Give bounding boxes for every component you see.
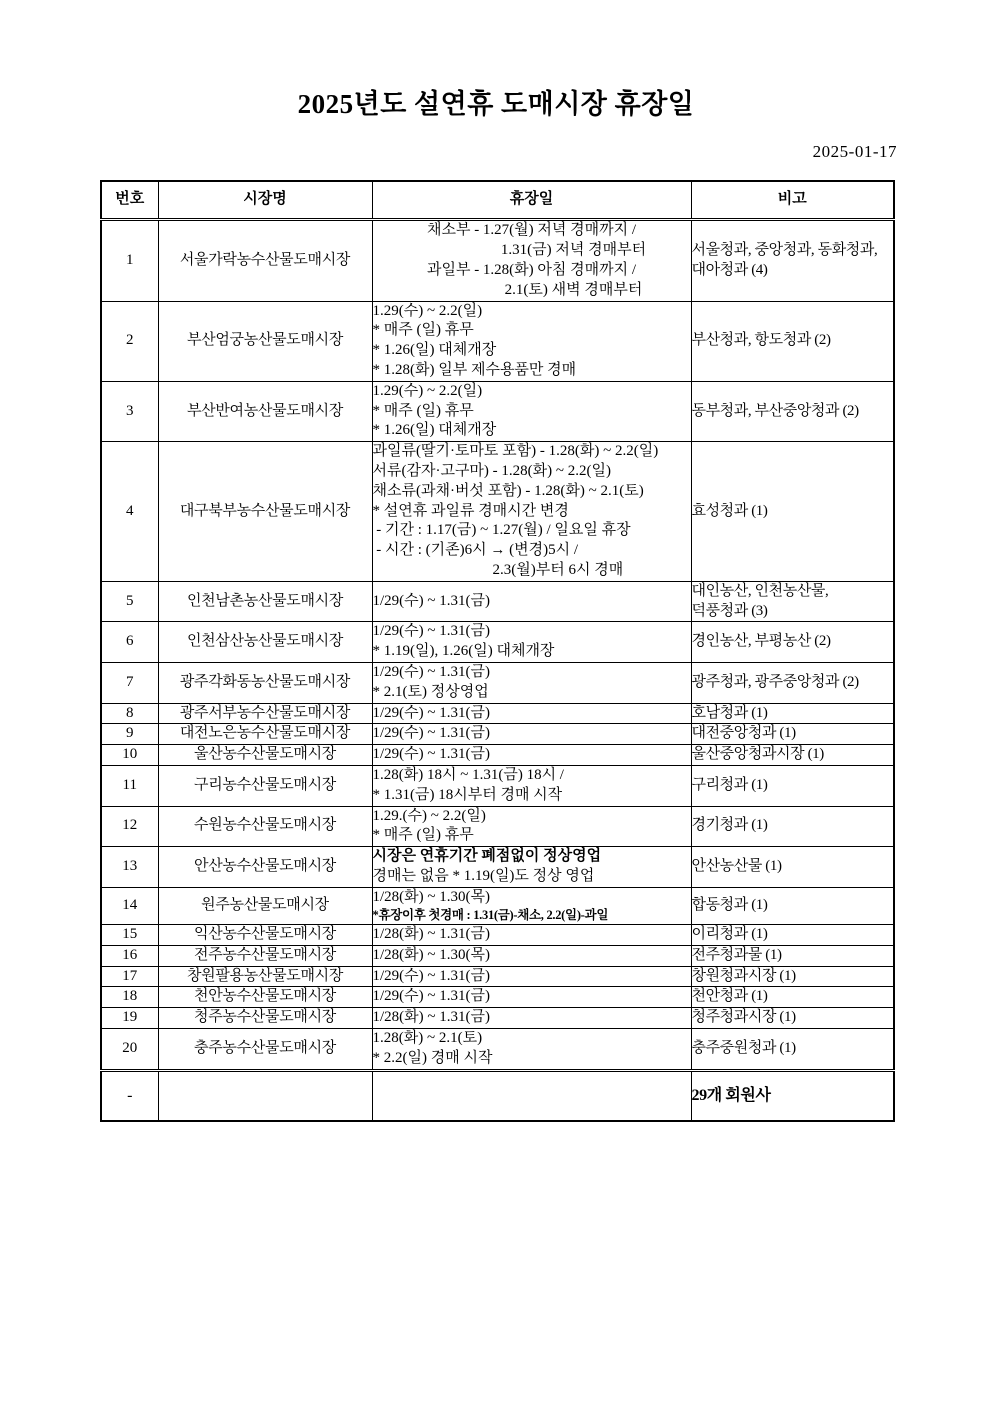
cell-holiday-dates [372,724,691,745]
cell-holiday-dates [372,581,691,622]
holiday-date-line: 1.28(화) ~ 2.1(토) [372,1029,483,1046]
holiday-date-line: 1.28(화) 18시 ~ 1.31(금) 18시 / [372,766,564,783]
table-total-row [101,1070,894,1121]
cell-note [691,622,894,663]
holiday-date-line: 과일류(딸기·토마토 포함) - 1.28(화) ~ 2.2(일) [372,443,659,460]
cell-holiday-dates [372,987,691,1008]
table-row [101,220,894,301]
cell-row-number: 10 [101,745,158,766]
note-line: 대인농산, 인천농산물, [691,582,829,599]
cell-holiday-dates [372,847,691,888]
holiday-date-line: * 매주 (일) 휴무 [372,402,474,419]
holiday-date-line: * 2.1(토) 정상영업 [372,683,489,700]
note-line: 충주중원청과 (1) [691,1039,796,1056]
table-row [101,1008,894,1029]
cell-row-number: 18 [101,987,158,1008]
note-line: 효성청과 (1) [691,502,768,519]
cell-holiday-dates [372,765,691,806]
cell-market-name: 대구북부농수산물도매시장 [158,442,372,582]
cell-market-name: 천안농수산물도매시장 [158,987,372,1008]
holiday-date-line: *휴장이후 첫경매 : 1.31(금)-채소, 2.2(일)-과일 [372,908,609,923]
cell-holiday-dates [372,745,691,766]
table-row [101,622,894,663]
holiday-date-line: * 1.28(화) 일부 제수용품만 경매 [372,361,577,378]
cell-note [691,987,894,1008]
holiday-date-line: 시장은 연휴기간 폐점없이 정상영업 [372,848,602,865]
cell-note [691,924,894,945]
cell-note [691,301,894,381]
cell-market-name: 수원농수산물도매시장 [158,806,372,847]
note-line: 울산중앙청과시장 (1) [691,746,824,763]
cell-note [691,220,894,301]
holiday-date-line: 경매는 없음 * 1.19(일)도 정상 영업 [372,867,595,884]
cell-market-name: 부산엄궁농산물도매시장 [158,301,372,381]
cell-market-name: 원주농산물도매시장 [158,887,372,924]
cell-holiday-dates [372,442,691,582]
holiday-date-line: 1/28(화) ~ 1.30(목) [372,888,490,905]
cell-total-holiday-dates [372,1070,691,1121]
table-row [101,301,894,381]
cell-row-number: 13 [101,847,158,888]
cell-row-number: 3 [101,381,158,441]
holiday-schedule-table [100,180,895,1121]
cell-holiday-dates [372,1028,691,1070]
table-row [101,806,894,847]
note-line: 동부청과, 부산중앙청과 (2) [691,402,859,419]
cell-holiday-dates [372,662,691,703]
cell-row-number: 19 [101,1008,158,1029]
table-row [101,966,894,987]
holiday-date-line: 1.29(수) ~ 2.2(일) [372,302,483,319]
note-line: 대전중앙청과 (1) [691,725,796,742]
cell-market-name: 안산농수산물도매시장 [158,847,372,888]
holiday-date-line: 채소류(과채·버섯 포함) - 1.28(화) ~ 2.1(토) [372,482,644,499]
note-line: 경인농산, 부평농산 (2) [691,633,831,650]
note-line: 전주청과물 (1) [691,946,782,963]
cell-row-number: 11 [101,765,158,806]
holiday-date-line: 1/29(수) ~ 1.31(금) [372,746,490,763]
cell-note [691,724,894,745]
cell-total-row-number: - [101,1070,158,1121]
note-line: 서울청과, 중앙청과, 동화청과, [691,242,878,259]
cell-note [691,966,894,987]
note-line: 대아청과 (4) [691,261,768,278]
cell-market-name: 대전노은농수산물도매시장 [158,724,372,745]
cell-note [691,945,894,966]
cell-market-name: 부산반여농산물도매시장 [158,381,372,441]
cell-row-number: 4 [101,442,158,582]
cell-row-number: 6 [101,622,158,663]
cell-total-note: 29개 회원사 [691,1070,894,1121]
table-row [101,381,894,441]
table-row [101,887,894,924]
cell-market-name: 충주농수산물도매시장 [158,1028,372,1070]
cell-row-number: 14 [101,887,158,924]
table-row [101,581,894,622]
note-line: 안산농산물 (1) [691,857,782,874]
table-row [101,745,894,766]
cell-row-number: 16 [101,945,158,966]
holiday-date-line: * 매주 (일) 휴무 [372,322,474,339]
note-line: 청주청과시장 (1) [691,1009,796,1026]
table-row [101,945,894,966]
holiday-date-line: * 1.19(일), 1.26(일) 대체개장 [372,643,555,660]
holiday-date-line: * 설연휴 과일류 경매시간 변경 [372,502,569,519]
holiday-date-line: 1/29(수) ~ 1.31(금) [372,988,490,1005]
cell-market-name: 울산농수산물도매시장 [158,745,372,766]
table-row [101,703,894,724]
cell-note [691,703,894,724]
cell-holiday-dates [372,703,691,724]
cell-holiday-dates [372,220,691,301]
cell-market-name: 광주서부농수산물도매시장 [158,703,372,724]
cell-holiday-dates [372,924,691,945]
cell-note [691,765,894,806]
holiday-date-line: 1/28(화) ~ 1.31(금) [372,1009,490,1026]
holiday-date-line: 1.31(금) 저녁 경매부터 [500,242,647,259]
column-header-holiday: 휴장일 [372,181,691,220]
cell-note [691,1028,894,1070]
holiday-date-line: * 1.31(금) 18시부터 경매 시작 [372,786,563,803]
holiday-date-line: 1/29(수) ~ 1.31(금) [372,725,490,742]
cell-holiday-dates [372,622,691,663]
holiday-date-line: 1/29(수) ~ 1.31(금) [372,592,490,609]
note-line: 부산청과, 항도청과 (2) [691,332,831,349]
table-row [101,924,894,945]
holiday-date-line: 1/28(화) ~ 1.31(금) [372,925,490,942]
column-header-market: 시장명 [158,181,372,220]
table-row [101,765,894,806]
cell-holiday-dates [372,806,691,847]
note-line: 덕풍청과 (3) [691,602,768,619]
holiday-date-line: 1.29.(수) ~ 2.2(일) [372,807,486,824]
table-body [101,220,894,1121]
column-header-no: 번호 [101,181,158,220]
cell-note [691,662,894,703]
cell-market-name: 청주농수산물도매시장 [158,1008,372,1029]
page-title: 2025년도 설연휴 도매시장 휴장일 [297,89,695,119]
cell-market-name: 전주농수산물도매시장 [158,945,372,966]
table-row [101,662,894,703]
cell-market-name: 익산농수산물도매시장 [158,924,372,945]
cell-row-number: 8 [101,703,158,724]
cell-holiday-dates [372,887,691,924]
cell-row-number: 20 [101,1028,158,1070]
cell-market-name: 창원팔용농산물도매시장 [158,966,372,987]
cell-total-market-name [158,1070,372,1121]
holiday-date-line: 1/29(수) ~ 1.31(금) [372,704,490,721]
holiday-date-line: 1/29(수) ~ 1.31(금) [372,967,490,984]
holiday-date-line: 과일부 - 1.28(화) 아침 경매까지 / [426,261,637,278]
table-container [0,162,992,1121]
cell-row-number: 7 [101,662,158,703]
cell-row-number: 9 [101,724,158,745]
holiday-date-line: * 1.26(일) 대체개장 [372,342,497,359]
holiday-date-line: 2.1(토) 새벽 경매부터 [504,281,643,298]
cell-note [691,442,894,582]
cell-note [691,581,894,622]
cell-note [691,847,894,888]
document-date: 2025-01-17 [812,142,897,162]
cell-row-number: 1 [101,220,158,301]
holiday-date-line: 2.3(월)부터 6시 경매 [492,561,624,578]
table-row [101,442,894,582]
holiday-date-line: 채소부 - 1.27(월) 저녁 경매까지 / [426,222,637,239]
note-line: 창원청과시장 (1) [691,967,796,984]
cell-holiday-dates [372,381,691,441]
holiday-date-line: * 매주 (일) 휴무 [372,827,474,844]
cell-market-name: 구리농수산물도매시장 [158,765,372,806]
cell-holiday-dates [372,301,691,381]
note-line: 천안청과 (1) [691,988,768,1005]
note-line: 이리청과 (1) [691,925,768,942]
cell-row-number: 2 [101,301,158,381]
cell-note [691,887,894,924]
holiday-date-line: - 시간 : (기존)6시 → (변경)5시 / [372,542,578,559]
cell-market-name: 광주각화동농산물도매시장 [158,662,372,703]
cell-row-number: 5 [101,581,158,622]
cell-note [691,1008,894,1029]
note-line: 구리청과 (1) [691,776,768,793]
holiday-date-line: 1.29(수) ~ 2.2(일) [372,382,483,399]
note-line: 합동청과 (1) [691,896,768,913]
cell-note [691,806,894,847]
holiday-date-line: 서류(감자·고구마) - 1.28(화) ~ 2.2(일) [372,462,611,479]
holiday-date-line: 1/29(수) ~ 1.31(금) [372,623,490,640]
cell-row-number: 15 [101,924,158,945]
note-line: 광주청과, 광주중앙청과 (2) [691,673,859,690]
holiday-date-line: 1/29(수) ~ 1.31(금) [372,663,490,680]
note-line: 경기청과 (1) [691,817,768,834]
table-row [101,724,894,745]
holiday-date-line: 1/28(화) ~ 1.30(목) [372,946,490,963]
cell-market-name: 서울가락농수산물도매시장 [158,220,372,301]
cell-holiday-dates [372,966,691,987]
table-header-row [101,181,894,220]
cell-note [691,745,894,766]
holiday-date-line: * 2.2(일) 경매 시작 [372,1049,493,1066]
cell-holiday-dates [372,945,691,966]
cell-holiday-dates [372,1008,691,1029]
table-row [101,1028,894,1070]
cell-note [691,381,894,441]
table-header [101,181,894,220]
holiday-date-line: * 1.26(일) 대체개장 [372,422,497,439]
table-row [101,847,894,888]
note-line: 호남청과 (1) [691,704,768,721]
cell-row-number: 12 [101,806,158,847]
cell-market-name: 인천남촌농산물도매시장 [158,581,372,622]
cell-market-name: 인천삼산농산물도매시장 [158,622,372,663]
column-header-note: 비고 [691,181,894,220]
holiday-date-line: - 기간 : 1.17(금) ~ 1.27(월) / 일요일 휴장 [372,522,631,539]
cell-row-number: 17 [101,966,158,987]
table-row [101,987,894,1008]
